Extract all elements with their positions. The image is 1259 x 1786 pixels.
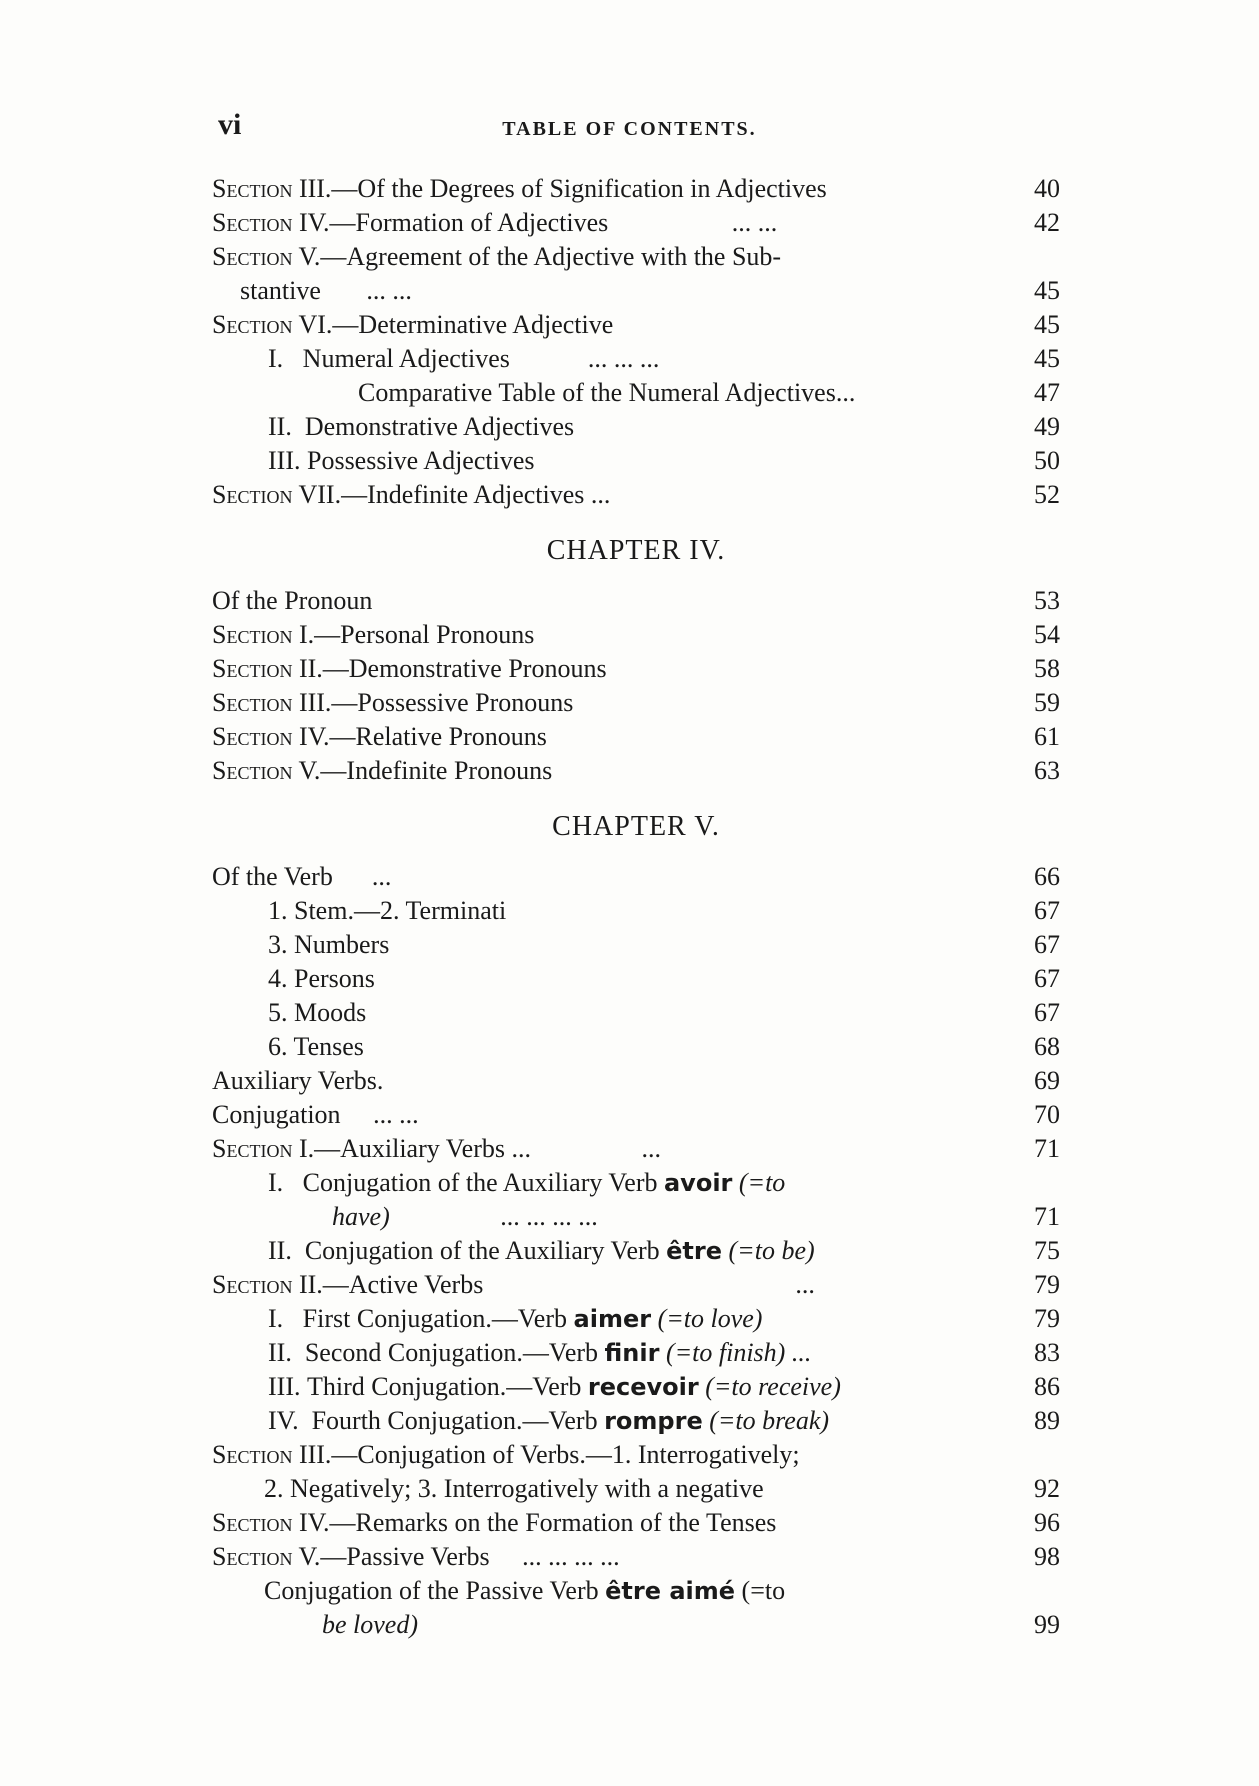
chapter-heading: CHAPTER IV. [546, 535, 726, 566]
entry-title: IV.—Relative Pronouns [298, 722, 547, 751]
entry-title: 1. Stem.—2. Terminati [268, 896, 507, 925]
section-label: Section [212, 1542, 293, 1571]
french-verb: finir [604, 1339, 660, 1367]
entry-page: 70 [1034, 1100, 1060, 1129]
entry-title: III.—Of the Degrees of Signification in Adjectives [298, 174, 827, 203]
entry-page: 71 [1034, 1134, 1060, 1163]
leader-dots: ... [371, 862, 392, 891]
entry-title: Of the Verb [212, 862, 333, 891]
leader-dots: ... [795, 1270, 815, 1299]
entry-title: I.—Auxiliary Verbs ... [298, 1134, 531, 1163]
entry-title: V.—Passive Verbs [298, 1542, 490, 1571]
entry-page: 45 [1034, 310, 1060, 339]
section-label: Section [212, 756, 293, 785]
entry-page: 50 [1034, 446, 1060, 475]
section-label: Section [212, 174, 293, 203]
toc-entry-continuation [212, 1200, 1060, 1234]
leader-dots: ... ... ... [587, 344, 660, 373]
translation: be loved) [322, 1610, 419, 1639]
leader-dots: ... ... ... ... [500, 1202, 598, 1231]
entry-page: 45 [1034, 344, 1060, 373]
toc-subentry [212, 376, 1060, 410]
translation: (=to love) [657, 1304, 763, 1333]
entry-title: III.—Possessive Pronouns [298, 688, 574, 717]
toc-entry [212, 1506, 1060, 1540]
entry-title: Demonstrative Adjectives [304, 412, 575, 441]
entry-title: First Conjugation.—Verb [302, 1304, 568, 1333]
entry-page: 53 [1034, 586, 1060, 615]
toc-subentry [212, 444, 1060, 478]
entry-page: 98 [1034, 1542, 1060, 1571]
entry-page: 96 [1034, 1508, 1060, 1537]
entry-title: 2. Negatively; 3. Interrogatively with a negative [264, 1474, 764, 1503]
toc-entry [212, 1098, 1060, 1132]
toc-subentry [212, 1336, 1060, 1370]
subentry-number: II. [268, 1338, 292, 1367]
toc-entry-continuation [212, 1472, 1060, 1506]
entry-title: Conjugation [212, 1100, 341, 1129]
section-label: Section [212, 654, 293, 683]
translation: (=to [741, 1576, 786, 1605]
toc-subentry [212, 1404, 1060, 1438]
entry-page: 47 [1034, 378, 1060, 407]
entry-page: 83 [1034, 1338, 1060, 1367]
subentry-number: I. [268, 344, 284, 373]
subentry-number: I. [268, 1168, 284, 1197]
entry-title: VI.—Determinative Adjective [298, 310, 614, 339]
subentry-number: I. [268, 1304, 284, 1333]
translation: (=to [738, 1168, 786, 1197]
toc-entry [212, 754, 1060, 788]
french-verb: aimer [573, 1305, 652, 1333]
entry-title: 4. Persons [268, 964, 375, 993]
running-title: TABLE OF CONTENTS. [502, 118, 757, 140]
entry-page: 49 [1034, 412, 1060, 441]
toc-entry-continuation [212, 1608, 1060, 1642]
entry-title: I.—Personal Pronouns [298, 620, 535, 649]
page-number: vi [218, 108, 242, 141]
entry-page: 75 [1034, 1236, 1060, 1265]
entry-page: 52 [1034, 480, 1060, 509]
subentry-number: II. [268, 1236, 292, 1265]
entry-page: 79 [1034, 1304, 1060, 1333]
entry-title: II.—Demonstrative Pronouns [298, 654, 607, 683]
entry-title: 6. Tenses [268, 1032, 364, 1061]
toc-entry [212, 720, 1060, 754]
toc-subentry [212, 1166, 1060, 1200]
entry-title: IV.—Remarks on the Formation of the Tenses [298, 1508, 777, 1537]
entry-title: 3. Numbers [268, 930, 390, 959]
french-verb: recevoir [587, 1373, 699, 1401]
toc-entry [212, 1540, 1060, 1574]
toc-subentry [212, 1574, 1060, 1608]
leader-dots: ... ... ... ... [522, 1542, 620, 1571]
entry-page: 67 [1034, 896, 1060, 925]
entry-title: IV.—Formation of Adjectives [298, 208, 609, 237]
entry-title: VII.—Indefinite Adjectives ... [298, 480, 611, 509]
toc-entry [212, 308, 1060, 342]
entry-page: 58 [1034, 654, 1060, 683]
leader-dots: ... ... [373, 1100, 419, 1129]
toc-subentry [212, 1234, 1060, 1268]
entry-title: Possessive Adjectives [306, 446, 535, 475]
entry-page: 79 [1034, 1270, 1060, 1299]
toc-entry [212, 686, 1060, 720]
section-label: Section [212, 1440, 293, 1469]
french-verb: être [666, 1237, 723, 1265]
toc-entry [212, 1064, 1060, 1098]
toc-entry [212, 172, 1060, 206]
entry-page: 71 [1034, 1202, 1060, 1231]
toc-entry [212, 1132, 1060, 1166]
entry-page: 99 [1034, 1610, 1060, 1639]
french-verb: avoir [663, 1169, 733, 1197]
entry-page: 54 [1034, 620, 1060, 649]
toc-entry [212, 1268, 1060, 1302]
section-label: Section [212, 1134, 293, 1163]
toc-entry [212, 1438, 1060, 1472]
section-label: Section [212, 242, 293, 271]
toc-entry [212, 478, 1060, 512]
toc-subentry [212, 1302, 1060, 1336]
entry-title: Auxiliary Verbs. [212, 1066, 384, 1095]
entry-page: 67 [1034, 998, 1060, 1027]
entry-title: V.—Agreement of the Adjective with the Sub- [298, 242, 782, 271]
toc-subentry [212, 1370, 1060, 1404]
entry-title: stantive [240, 276, 321, 305]
translation: (=to finish) ... [665, 1338, 812, 1367]
toc-subentry [212, 996, 1060, 1030]
table-of-contents [212, 172, 1060, 1642]
leader-dots: ... [641, 1134, 661, 1163]
page-header [0, 106, 1259, 146]
entry-page: 59 [1034, 688, 1060, 717]
entry-title: Third Conjugation.—Verb [306, 1372, 582, 1401]
chapter-heading: CHAPTER V. [552, 811, 720, 842]
translation: (=to be) [728, 1236, 815, 1265]
section-label: Section [212, 1508, 293, 1537]
section-label: Section [212, 620, 293, 649]
entry-page: 67 [1034, 930, 1060, 959]
entry-page: 67 [1034, 964, 1060, 993]
entry-title: Fourth Conjugation.—Verb [311, 1406, 598, 1435]
entry-title: Conjugation of the Auxiliary Verb [304, 1236, 660, 1265]
subentry-number: III. [268, 446, 301, 475]
entry-page: 61 [1034, 722, 1060, 751]
entry-title: Second Conjugation.—Verb [304, 1338, 599, 1367]
toc-subentry [212, 928, 1060, 962]
translation: (=to receive) [705, 1372, 841, 1401]
entry-page: 92 [1034, 1474, 1060, 1503]
entry-page: 40 [1034, 174, 1060, 203]
toc-subentry [212, 1030, 1060, 1064]
translation: (=to break) [709, 1406, 830, 1435]
entry-page: 69 [1034, 1066, 1060, 1095]
entry-title: Conjugation of the Auxiliary Verb [302, 1168, 658, 1197]
entry-page: 66 [1034, 862, 1060, 891]
section-label: Section [212, 480, 293, 509]
toc-entry [212, 240, 1060, 274]
entry-page: 68 [1034, 1032, 1060, 1061]
toc-subentry [212, 342, 1060, 376]
leader-dots: ... ... [731, 208, 778, 237]
entry-title: Conjugation of the Passive Verb [264, 1576, 599, 1605]
entry-page: 42 [1034, 208, 1060, 237]
entry-title: Of the Pronoun [212, 586, 373, 615]
french-verb: être aimé [605, 1577, 736, 1605]
french-verb: rompre [604, 1407, 703, 1435]
entry-page: 89 [1034, 1406, 1060, 1435]
toc-entry-continuation [212, 274, 1060, 308]
entry-title: III.—Conjugation of Verbs.—1. Interrogatively; [298, 1440, 800, 1469]
translation: have) [332, 1202, 390, 1231]
toc-entry [212, 206, 1060, 240]
entry-page: 86 [1034, 1372, 1060, 1401]
section-label: Section [212, 310, 293, 339]
subentry-number: III. [268, 1372, 301, 1401]
leader-dots: ... ... [366, 276, 412, 305]
entry-page: 63 [1034, 756, 1060, 785]
entry-title: 5. Moods [268, 998, 367, 1027]
section-label: Section [212, 1270, 293, 1299]
section-label: Section [212, 208, 293, 237]
section-label: Section [212, 688, 293, 717]
toc-subentry [212, 962, 1060, 996]
entry-title: Numeral Adjectives [302, 344, 510, 373]
toc-entry [212, 618, 1060, 652]
section-label: Section [212, 722, 293, 751]
entry-title: Comparative Table of the Numeral Adjectives... [358, 378, 856, 407]
subentry-number: II. [268, 412, 292, 441]
toc-entry [212, 860, 1060, 894]
entry-title: II.—Active Verbs [298, 1270, 484, 1299]
toc-subentry [212, 410, 1060, 444]
entry-page: 45 [1034, 276, 1060, 305]
entry-title: V.—Indefinite Pronouns [298, 756, 553, 785]
toc-entry [212, 584, 1060, 618]
subentry-number: IV. [268, 1406, 299, 1435]
toc-entry [212, 652, 1060, 686]
toc-subentry [212, 894, 1060, 928]
